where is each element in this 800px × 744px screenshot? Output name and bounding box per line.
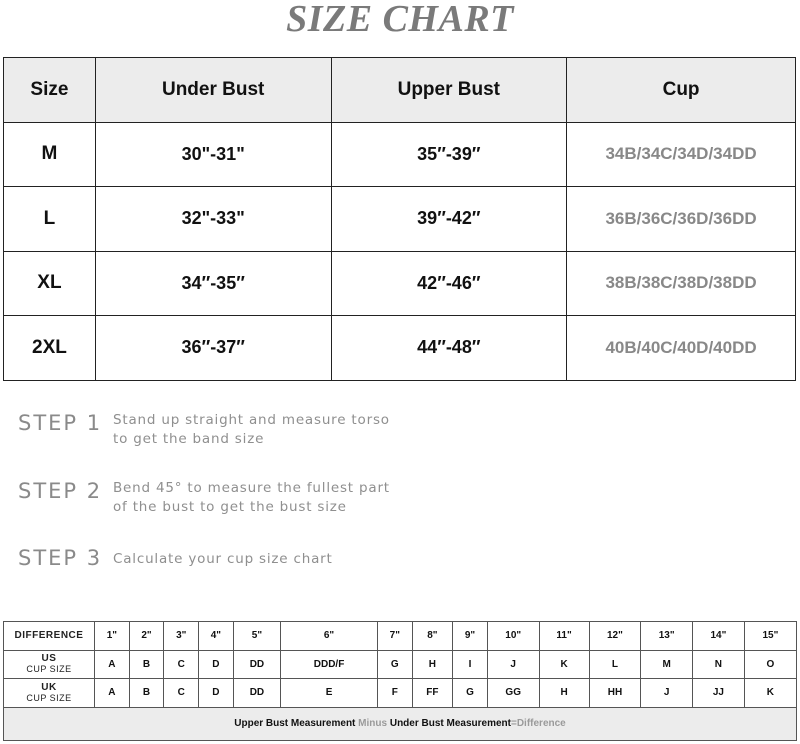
cup-cell: 38B/38C/38D/38DD — [567, 251, 796, 316]
step-text-line: to get the band size — [113, 431, 265, 447]
uk-cup-row — [4, 679, 797, 708]
formula-part: =Difference — [510, 718, 566, 729]
uk-cup-cell: FF — [412, 679, 453, 708]
cup-cell: 34B/34C/34D/34DD — [567, 122, 796, 187]
us-cup-cell: A — [95, 650, 130, 679]
difference-cell: 4" — [199, 622, 234, 651]
step-2 — [18, 479, 390, 517]
us-cup-cell: O — [744, 650, 796, 679]
region-label: UK — [41, 681, 57, 693]
step-text-line: Bend 45° to measure the fullest part — [113, 480, 390, 496]
upper-bust-cell: 42″-46″ — [331, 251, 567, 316]
region-label: US — [41, 653, 57, 665]
size-cell: L — [4, 187, 96, 252]
uk-cup-cell: J — [641, 679, 693, 708]
size-table-header-row — [4, 58, 796, 123]
page-title: SIZE CHART — [286, 0, 514, 40]
formula-part: Under Bust Measurement — [389, 718, 511, 729]
us-cup-cell: G — [377, 650, 412, 679]
size-cell: M — [4, 122, 96, 187]
uk-cup-cell: GG — [487, 679, 539, 708]
step-text-line: of the bust to get the bust size — [113, 499, 347, 515]
table-row — [4, 122, 796, 187]
step-instructions — [113, 411, 390, 449]
uk-cup-cell: C — [164, 679, 199, 708]
under-bust-cell: 32"-33" — [95, 187, 331, 252]
us-cup-cell: K — [539, 650, 589, 679]
uk-cup-cell: D — [199, 679, 234, 708]
difference-cell: 14" — [693, 622, 745, 651]
uk-cup-cell: H — [539, 679, 589, 708]
cup-size-sublabel: CUP SIZE — [26, 664, 72, 675]
difference-cell: 11" — [539, 622, 589, 651]
step-label: STEP 3 — [18, 546, 103, 570]
difference-label: DIFFERENCE — [4, 622, 95, 651]
header-under-bust: Under Bust — [95, 58, 331, 123]
uk-cup-cell: E — [281, 679, 378, 708]
us-cup-cell: J — [487, 650, 539, 679]
uk-cup-cell: B — [129, 679, 164, 708]
step-1 — [18, 411, 390, 449]
cup-size-sublabel: CUP SIZE — [26, 692, 72, 703]
header-upper-bust: Upper Bust — [331, 58, 567, 123]
difference-cell: 7" — [377, 622, 412, 651]
us-cup-cell: L — [589, 650, 641, 679]
us-cup-cell: D — [199, 650, 234, 679]
step-instructions — [113, 550, 333, 569]
uk-cup-label — [4, 679, 95, 708]
cup-size-difference-table — [3, 621, 797, 741]
step-label: STEP 1 — [18, 411, 103, 435]
size-cell: 2XL — [4, 316, 96, 381]
under-bust-cell: 30"-31" — [95, 122, 331, 187]
us-cup-cell: DD — [233, 650, 280, 679]
formula-part: Upper Bust Measurement — [234, 718, 356, 729]
table-row — [4, 251, 796, 316]
size-chart-table — [3, 57, 796, 381]
step-instructions — [113, 479, 390, 517]
us-cup-cell: C — [164, 650, 199, 679]
us-cup-cell: I — [453, 650, 488, 679]
uk-cup-cell: HH — [589, 679, 641, 708]
under-bust-cell: 34″-35″ — [95, 251, 331, 316]
step-label: STEP 2 — [18, 479, 103, 503]
size-cell: XL — [4, 251, 96, 316]
upper-bust-cell: 35″-39″ — [331, 122, 567, 187]
us-cup-row — [4, 650, 797, 679]
header-size: Size — [4, 58, 96, 123]
step-text-line: Stand up straight and measure torso — [113, 412, 390, 428]
difference-row — [4, 622, 797, 651]
table-row — [4, 316, 796, 381]
us-cup-cell: DDD/F — [281, 650, 378, 679]
cup-cell: 40B/40C/40D/40DD — [567, 316, 796, 381]
uk-cup-cell: JJ — [693, 679, 745, 708]
uk-cup-cell: DD — [233, 679, 280, 708]
difference-cell: 9" — [453, 622, 488, 651]
us-cup-cell: M — [641, 650, 693, 679]
us-cup-cell: B — [129, 650, 164, 679]
difference-cell: 1" — [95, 622, 130, 651]
difference-cell: 6" — [281, 622, 378, 651]
difference-cell: 8" — [412, 622, 453, 651]
difference-cell: 5" — [233, 622, 280, 651]
difference-cell: 2" — [129, 622, 164, 651]
formula-part: Minus — [355, 718, 390, 729]
difference-formula — [4, 707, 797, 740]
us-cup-cell: H — [412, 650, 453, 679]
difference-cell: 15" — [744, 622, 796, 651]
step-3 — [18, 546, 333, 570]
difference-cell: 12" — [589, 622, 641, 651]
difference-cell: 10" — [487, 622, 539, 651]
table-row — [4, 187, 796, 252]
cup-cell: 36B/36C/36D/36DD — [567, 187, 796, 252]
difference-cell: 13" — [641, 622, 693, 651]
step-text-line: Calculate your cup size chart — [113, 551, 333, 567]
us-cup-cell: N — [693, 650, 745, 679]
difference-cell: 3" — [164, 622, 199, 651]
uk-cup-cell: K — [744, 679, 796, 708]
uk-cup-cell: A — [95, 679, 130, 708]
header-cup: Cup — [567, 58, 796, 123]
upper-bust-cell: 44″-48″ — [331, 316, 567, 381]
formula-row — [4, 707, 797, 740]
upper-bust-cell: 39″-42″ — [331, 187, 567, 252]
uk-cup-cell: G — [453, 679, 488, 708]
us-cup-label — [4, 650, 95, 679]
uk-cup-cell: F — [377, 679, 412, 708]
under-bust-cell: 36″-37″ — [95, 316, 331, 381]
